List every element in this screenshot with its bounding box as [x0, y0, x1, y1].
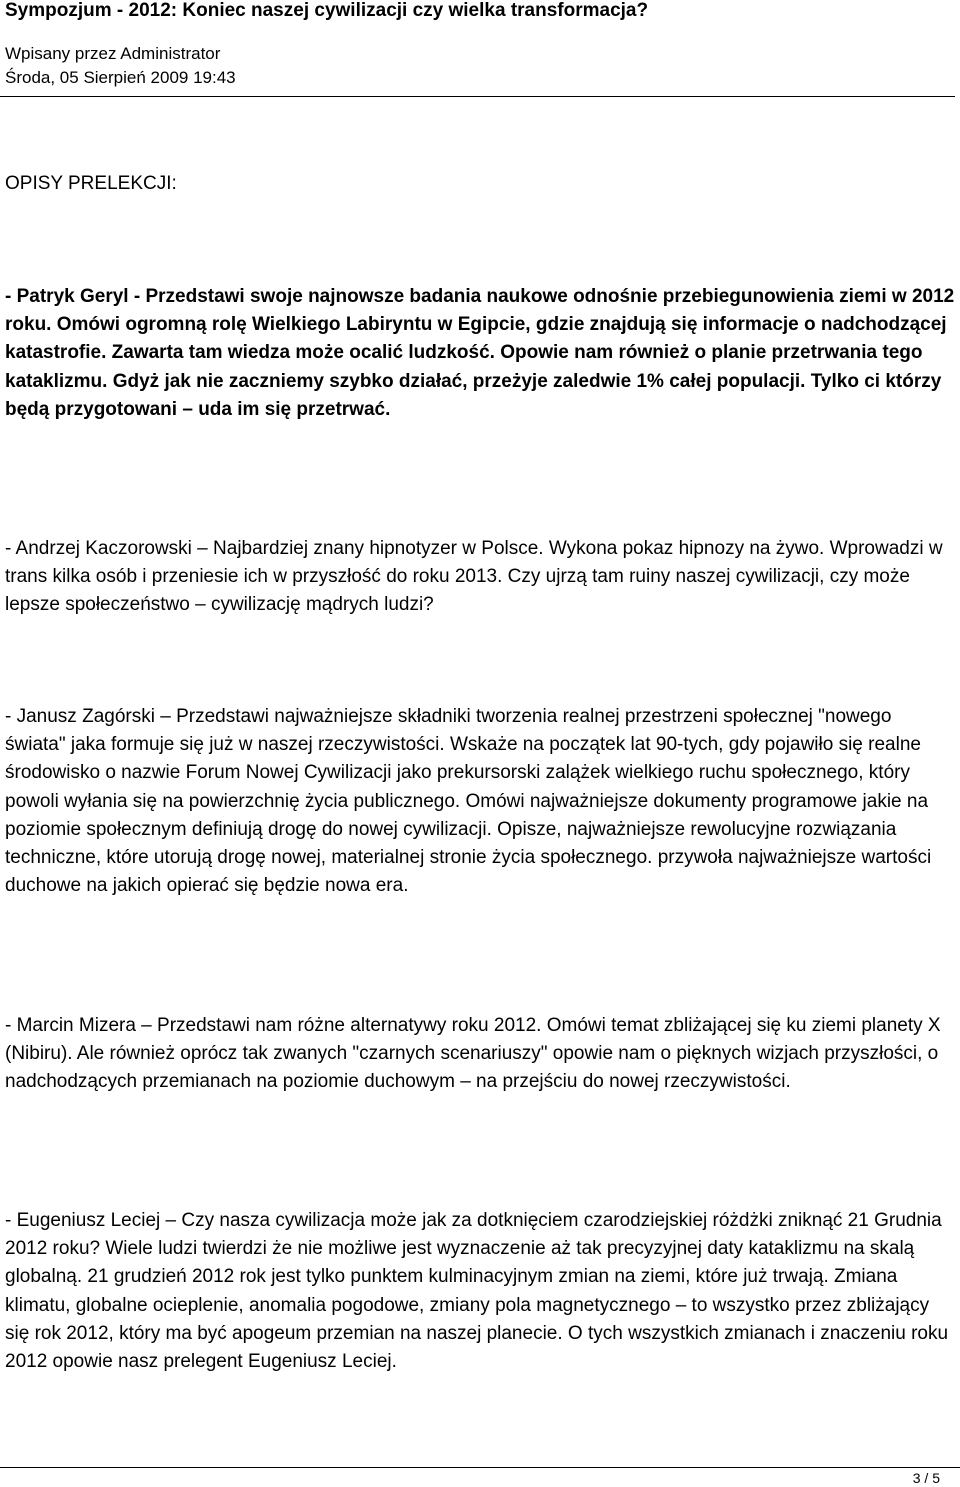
lecture-description-leciej: - Eugeniusz Leciej – Czy nasza cywilizacja może jak za dotknięciem czarodziejskiej różdżki zniknąć 21 Grudnia 2012 roku? Wiele ludzi twierdzi że nie możliwe jest wyznaczenie aż tak precyzyjnej daty kataklizmu na skalą globalną. 21 grudzień 2012 rok jest tylko punktem kulminacyjnym zmian na ziemi, które już trwają. Zmiana klimatu, globalne ocieplenie, anomalia pogodowe, zmiany pola magnetycznego – to wszystko przez zbliżający się rok 2012, który ma być apogeum przemian na naszej planecie. O tych wszystkich zmianach i znaczeniu roku 2012 opowie nasz prelegent Eugeniusz Leciej.: [5, 1210, 949, 1373]
lecture-description-geryl: - Patryk Geryl - Przedstawi swoje najnowsze badania naukowe odnośnie przebiegunowienia ziemi w 2012 roku. Omówi ogromną rolę Wielkiego Labiryntu w Egipcie, gdzie znajdują się informacje o nadchodzącej katastrofie. Zawarta tam wiedza może ocalić ludzkość. Opowie nam również o planie przetrwania tego kataklizmu. Gdyż jak nie zaczniemy szybko działać, przeżyje zaledwie 1% całej populacji. Tylko ci którzy będą przygotowani – uda im się przetrwać.: [5, 286, 955, 420]
footer-divider: [0, 1467, 960, 1468]
page-number: 3 / 5: [912, 1470, 940, 1486]
lecture-description-kaczorowski: - Andrzej Kaczorowski – Najbardziej znany hipnotyzer w Polsce. Wykona pokaz hipnozy na żywo. Wprowadzi w trans kilka osób i przeniesie ich w przyszłość do roku 2013. Czy ujrzą tam ruiny naszej cywilizacji, czy może lepsze społeczeństwo – cywilizację mądrych ludzi?: [5, 538, 943, 616]
header-divider: [0, 96, 955, 97]
date-line: Środa, 05 Sierpień 2009 19:43: [5, 68, 236, 87]
article-header: [5, 0, 955, 90]
lecture-description-zagorski: - Janusz Zagórski – Przedstawi najważniejsze składniki tworzenia realnej przestrzeni społecznej "nowego świata" jaka formuje się już w naszej rzeczywistości. Wskaże na początek lat 90-tych, gdy pojawiło się realne środowisko o nazwie Forum Nowej Cywilizacji jako prekursorski zalążek wielkiego ruchu społecznego, który powoli wyłania się na powierzchnię życia publicznego. Omówi najważniejsze dokumenty programowe jakie na poziomie społecznym definiują drogę do nowej cywilizacji. Opisze, najważniejsze rewolucyjne rozwiązania techniczne, które utorują drogę nowej, materialnej stronie życia społecznego. przywoła najważniejsze wartości duchowe na jakich opierać się będzie nowa era.: [5, 706, 932, 897]
section-heading: OPISY PRELEKCJI:: [5, 173, 177, 194]
lecture-description-mizera: - Marcin Mizera – Przedstawi nam różne alternatywy roku 2012. Omówi temat zbliżającej się ku ziemi planety X (Nibiru). Ale również oprócz tak zwanych "czarnych scenariuszy" opowie nam o pięknych wizjach przyszłości, o nadchodzących przemianach na poziomie duchowym – na przejściu do nowej rzeczywistości.: [5, 1015, 941, 1093]
page-title: Sympozjum - 2012: Koniec naszej cywilizacji czy wielka transformacja?: [5, 0, 649, 21]
author-line: Wpisany przez Administrator: [5, 44, 221, 63]
